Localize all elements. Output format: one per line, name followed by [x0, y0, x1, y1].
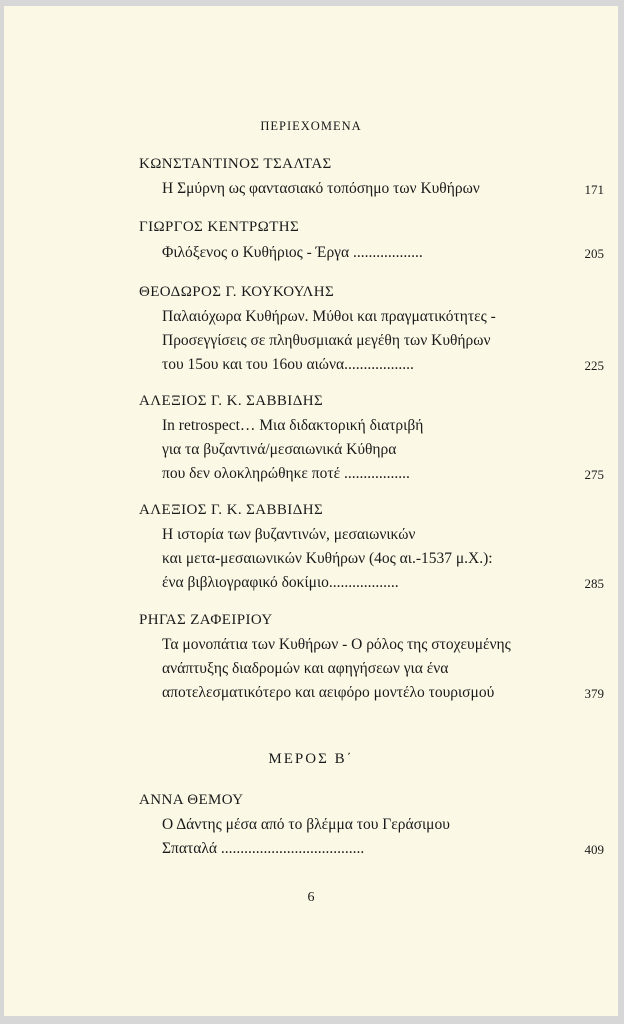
- page-number: 6: [307, 890, 315, 905]
- entry-author: ΓΙΩΡΓΟΣ ΚΕΝΤΡΩΤΗΣ: [139, 219, 300, 235]
- entry-author: ΘΕΟΔΩΡΟΣ Γ. ΚΟΥΚΟΥΛΗΣ: [139, 284, 335, 300]
- entry-page-number: 225: [584, 358, 604, 373]
- entry-page-number: 205: [584, 246, 604, 261]
- entry-title-line: Τα μονοπάτια των Κυθήρων - Ο ρόλος της στοχευμένης: [162, 636, 511, 653]
- part-heading: ΜΕΡΟΣ Β΄: [268, 751, 354, 767]
- entry-page-number: 379: [584, 686, 604, 701]
- entry-author: ΡΗΓΑΣ ΖΑΦΕΙΡΙΟΥ: [139, 612, 273, 628]
- entry-title-line: Η Σμύρνη ως φαντασιακό τοπόσημο των Κυθήρων: [162, 180, 480, 197]
- entry-title-line: Φιλόξενος ο Κυθήριος - Έργα ..................: [162, 244, 423, 261]
- entry-title-line: αποτελεσματικότερο και αειφόρο μοντέλο τουρισμού: [162, 684, 495, 701]
- entry-page-number: 409: [584, 842, 604, 857]
- entry-author: ΑΛΕΞΙΟΣ Γ. Κ. ΣΑΒΒΙΔΗΣ: [139, 393, 324, 409]
- entry-author: ΑΛΕΞΙΟΣ Γ. Κ. ΣΑΒΒΙΔΗΣ: [139, 502, 324, 518]
- entry-title-line: που δεν ολοκληρώθηκε ποτέ .................: [162, 465, 410, 482]
- entry-title-line: Ο Δάντης μέσα από το βλέμμα του Γεράσιμου: [162, 816, 450, 833]
- entry-title-line: Σπαταλά .....................................: [162, 840, 365, 857]
- book-page: [4, 6, 618, 1016]
- entry-title-line: για τα βυζαντινά/μεσαιωνικά Κύθηρα: [162, 441, 397, 458]
- entry-title-line: και μετα-μεσαιωνικών Κυθήρων (4ος αι.-1537 μ.Χ.):: [162, 550, 493, 567]
- entry-title-line: Προσεγγίσεις σε πληθυσμιακά μεγέθη των Κυθήρων: [162, 332, 491, 349]
- entry-author: ΑΝΝΑ ΘΕΜΟΥ: [139, 792, 244, 808]
- entry-title-line: Παλαιόχωρα Κυθήρων. Μύθοι και πραγματικότητες -: [162, 308, 496, 325]
- entry-page-number: 285: [584, 576, 604, 591]
- entry-title-line: του 15ου και του 16ου αιώνα..................: [162, 356, 414, 373]
- toc-header: ΠΕΡΙΕΧΟΜΕΝΑ: [260, 119, 362, 133]
- entry-title-line: In retrospect… Μια διδακτορική διατριβή: [162, 417, 424, 434]
- entry-page-number: 275: [584, 467, 604, 482]
- entry-title-line: ένα βιβλιογραφικό δοκίμιο..................: [162, 574, 399, 591]
- entry-title-line: Η ιστορία των βυζαντινών, μεσαιωνικών: [162, 526, 416, 543]
- entry-page-number: 171: [584, 182, 604, 197]
- entry-author: ΚΩΝΣΤΑΝΤΙΝΟΣ ΤΣΑΛΤΑΣ: [139, 156, 332, 172]
- entry-title-line: ανάπτυξης διαδρομών και αφηγήσεων για ένα: [162, 660, 449, 677]
